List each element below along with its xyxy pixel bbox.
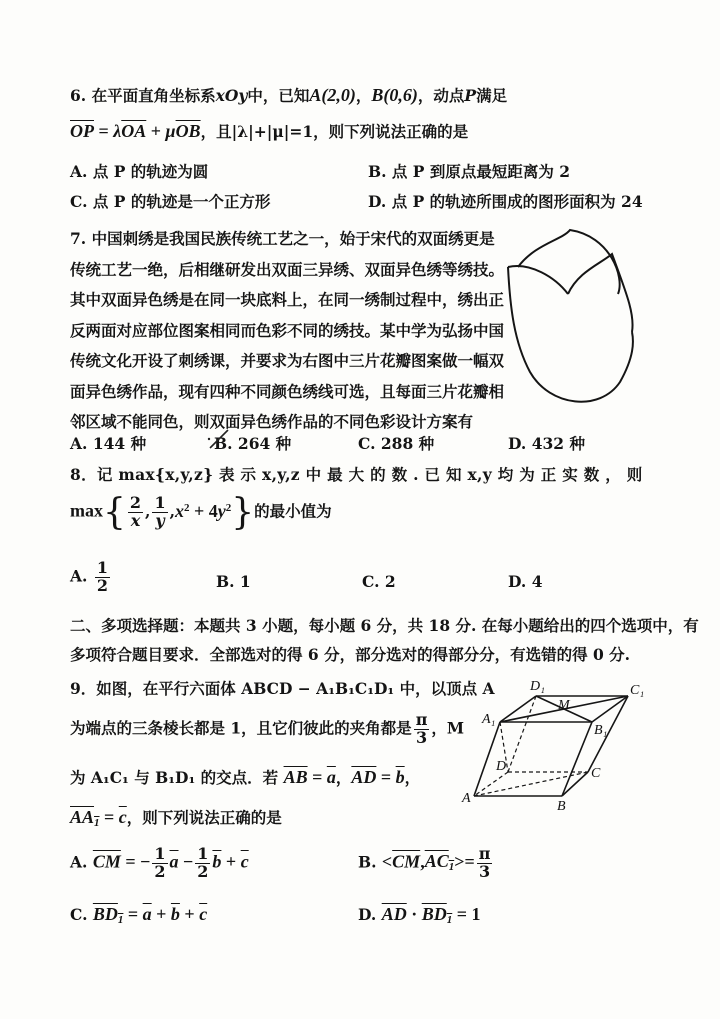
label-a: A [462,791,471,806]
label-a1: A₁ [482,712,496,727]
q9-option-d[interactable]: D. $\overline{AD} \cdot BD_1 = 1$ [358,904,481,926]
q8-option-a[interactable]: A. $\frac{1}{2}$ [70,558,108,595]
q7-option-c[interactable]: C. 288 种 [358,434,435,453]
flower-petal-figure [500,222,640,437]
q9-option-c[interactable]: C. $BD_1 = \overline{a} + \overline{b} + \overline{c}$ [70,904,208,926]
q6-option-d[interactable]: D. 点 P 的轨迹所围成的图形面积为 24 [368,192,643,211]
label-b: B [557,799,566,812]
label-b1: B₁ [594,723,608,738]
section2-header-line1: 二、多项选择题：本题共 3 小题，每小题 6 分，共 18 分. 在每小题给出的四个选项中，有 [70,616,699,635]
q8-option-d[interactable]: D. 4 [508,572,543,591]
q6-option-c[interactable]: C. 点 P 的轨迹是一个正方形 [70,192,271,211]
q6-number: 6. [70,86,87,105]
q9-option-a[interactable]: A. $\overline{CM}$ = − $\frac{1}{2}$ $\overline{a}$ − $\frac{1}{2}$ $\overline{b} + \overline{c}$ [70,844,249,881]
q8-option-b[interactable]: B. 1 [216,572,251,591]
q9-option-b[interactable]: B. $<\overline{CM},AC_1>=$ $\frac{\pi}{3}$ [358,844,491,881]
label-m: M [558,698,570,713]
q9-stem-line3: 为 A₁C₁ 与 B₁D₁ 的交点．若 $\overline{AB} = \overline{a}$，$\overline{AD} = \overline{b}$， [70,767,421,787]
q7-option-a[interactable]: A. 144 种 [70,434,147,453]
q6-option-a[interactable]: A. 点 P 的轨迹为圆 [70,162,209,181]
flower-middle-petal [518,230,620,294]
q6-option-b[interactable]: B. 点 P 到原点最短距离为 2 [368,162,571,181]
q8-expression: max{ $\frac{2}{x}$ , $\frac{1}{y}$ $,x^2 + 4y^2$}的最小值为 [70,492,332,533]
flower-right-petal [568,254,633,332]
label-d1: D₁ [530,679,545,694]
q8-option-c[interactable]: C. 2 [362,572,396,591]
label-c: C [591,766,601,781]
q9-stem-line4: $AA_1 = \overline{c}$，则下列说法正确的是 [70,807,282,829]
q6-stem: 6. 在平面直角坐标系xOy中，已知A(2,0)，B(0,6)，动点P满足 [70,85,508,105]
label-c1: C₁ [630,683,645,698]
flower-left-petal [508,266,568,294]
q9-stem-line2: 为端点的三条棱长都是 1，且它们彼此的夹角都是 $\frac{\pi}{3}$ ，M [70,710,465,747]
pen-mark-icon [206,426,232,452]
section2-header-line2: 多项符合题目要求．全部选对的得 6 分，部分选对的得部分分，有选错的得 0 分. [70,645,631,664]
parallelepiped-figure [460,676,660,812]
q7-stem: 7. 中国刺绣是我国民族传统工艺之一，始于宋代的双面绣更是 传统工艺一绝，后相继研发出双面三异绣、双面异色绣等绣技。 其中双面异色绣是在同一块底料上，在同一绣制过程中，绣出正 反两面对应部位图案相同而色彩不同的绣技。某中学为弘扬中国 传统文化开设了刺绣课，并要求为右图中三片花瓣图案做一幅双 面异色绣作品，现有四种不同颜色绣线可选，且每面三片花瓣相 邻区域不能同色，则双面异色绣作品的不同色彩设计方案有 [70,229,505,431]
q7-option-d[interactable]: D. 432 种 [508,434,585,453]
q9-stem-line1: 9．如图，在平行六面体 ABCD − A₁B₁C₁D₁ 中，以顶点 A [70,679,495,698]
q6-condition: $\overline{OP} = \lambda\overline{OA} + \mu\overline{OB}$，且|λ|+|μ|=1，则下列说法正确的是 [70,121,469,141]
q8-stem: 8．记 max{x,y,z} 表 示 x,y,z 中 最 大 的 数 . 已 知 x,y 均 为 正 实 数 ， 则 [70,465,643,484]
q7-option-b[interactable]: B. 264 种 [214,434,292,453]
label-d: D [496,759,507,774]
flower-outline [508,267,633,402]
